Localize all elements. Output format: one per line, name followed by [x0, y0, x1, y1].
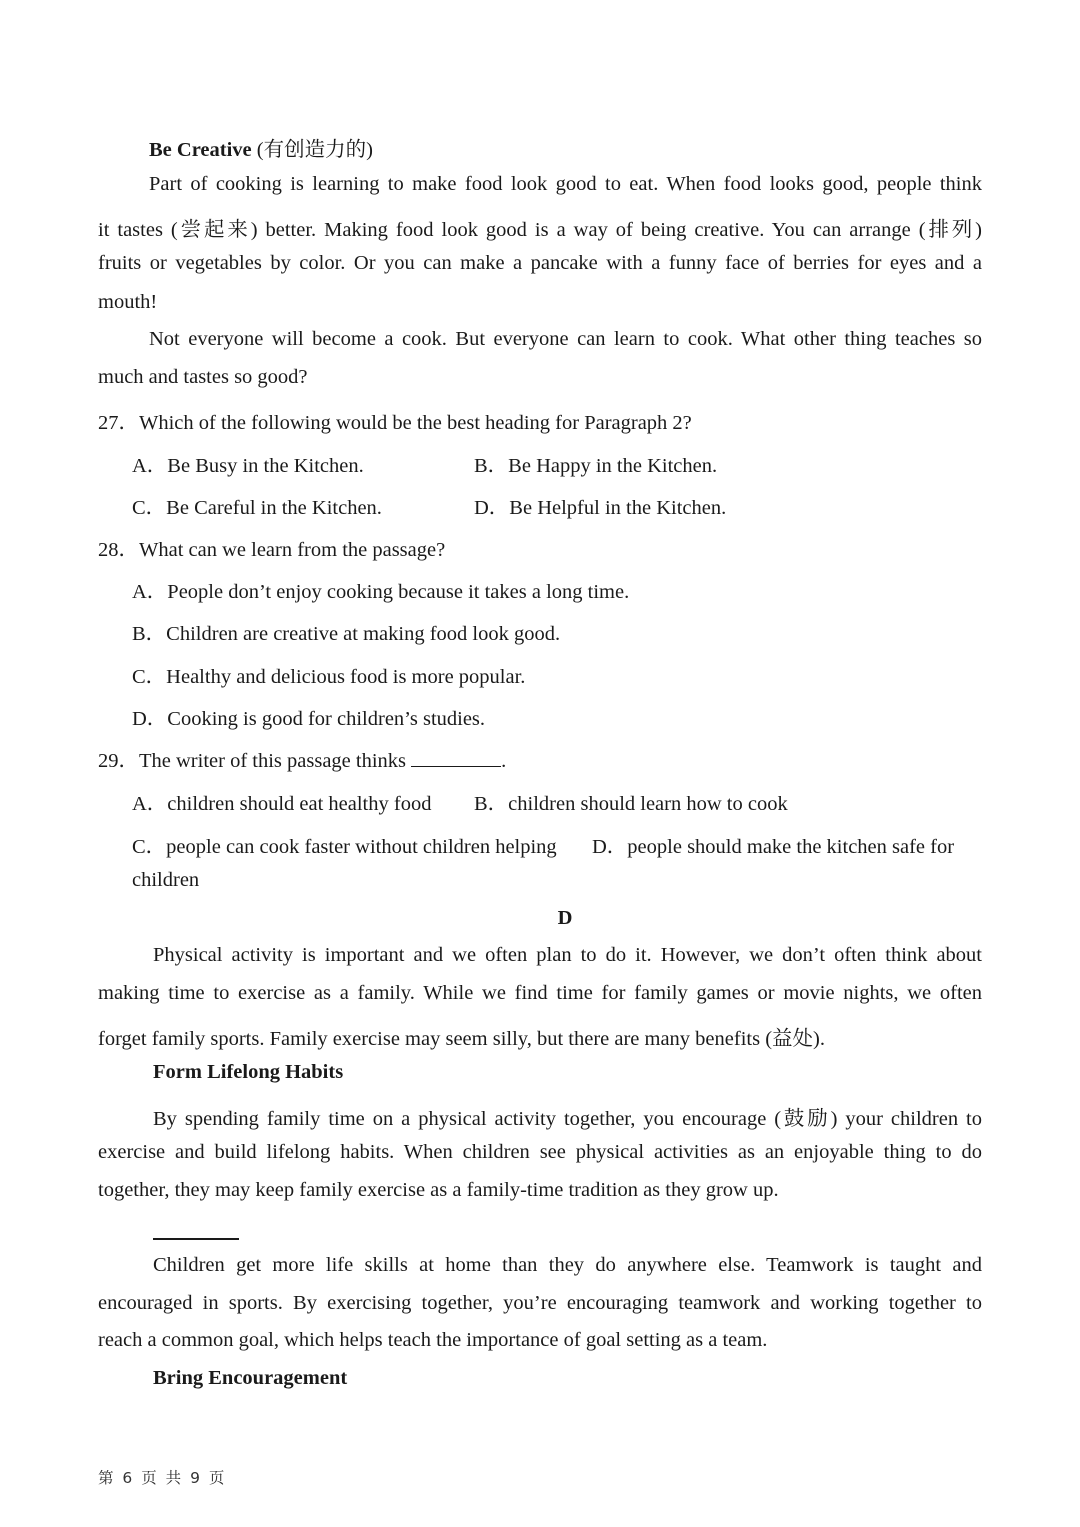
heading-text: Be Creative	[149, 139, 252, 161]
paragraph-line: exercise and build lifelong habits. When children see physical activities as an enjoyable thing to do	[98, 1141, 982, 1163]
section-heading-form-lifelong-habits: Form Lifelong Habits	[153, 1061, 344, 1083]
paragraph-line: together, they may keep family exercise as a family-time tradition as they grow up.	[98, 1179, 779, 1201]
q28-option-b[interactable]: B．Children are creative at making food look good.	[132, 623, 561, 645]
section-heading-be-creative	[149, 132, 373, 162]
section-d-label: D	[557, 907, 573, 929]
paragraph-line: forget family sports. Family exercise may seem silly, but there are many benefits (益处).	[98, 1028, 825, 1050]
paragraph-line: By spending family time on a physical activity together, you encourage (鼓励) your children to	[153, 1108, 982, 1130]
question-29-stem	[98, 743, 506, 773]
section-heading-bring-encouragement: Bring Encouragement	[153, 1367, 348, 1389]
q28-option-c[interactable]: C．Healthy and delicious food is more popular.	[132, 666, 526, 688]
answer-blank	[411, 750, 501, 767]
paragraph-line: making time to exercise as a family. While we find time for family games or movie nights, we often	[98, 982, 982, 1004]
q29-option-d-continued: children	[132, 869, 200, 891]
paragraph-line: Not everyone will become a cook. But everyone can learn to cook. What other thing teaches so	[149, 328, 982, 350]
q27-option-b[interactable]: B．Be Happy in the Kitchen.	[474, 455, 718, 477]
q29-option-a[interactable]: A．children should eat healthy food	[132, 793, 432, 815]
q29-stem-end: .	[501, 750, 507, 772]
paragraph-line: reach a common goal, which helps teach the importance of goal setting as a team.	[98, 1329, 768, 1351]
question-27-stem: 27．Which of the following would be the best heading for Paragraph 2?	[98, 412, 692, 434]
q28-option-a[interactable]: A．People don’t enjoy cooking because it takes a long time.	[132, 581, 630, 603]
paragraph-line: fruits or vegetables by color. Or you can make a pancake with a funny face of berries for eyes and a	[98, 252, 982, 274]
q29-stem-text: 29．The writer of this passage thinks	[98, 750, 412, 772]
q27-option-a[interactable]: A．Be Busy in the Kitchen.	[132, 455, 364, 477]
q28-option-d[interactable]: D．Cooking is good for children’s studies.	[132, 708, 486, 730]
q27-option-c[interactable]: C．Be Careful in the Kitchen.	[132, 497, 382, 519]
q27-option-d[interactable]: D．Be Helpful in the Kitchen.	[474, 497, 727, 519]
q29-option-b[interactable]: B．children should learn how to cook	[474, 793, 788, 815]
paragraph-line: much and tastes so good?	[98, 366, 308, 388]
paragraph-line: Part of cooking is learning to make food look good to eat. When food looks good, people think	[149, 173, 982, 195]
q29-option-c[interactable]: C．people can cook faster without children helping	[132, 836, 557, 858]
paragraph-line: Physical activity is important and we often plan to do it. However, we don’t often think about	[153, 944, 982, 966]
paragraph-line: mouth!	[98, 291, 158, 313]
paragraph-line: Children get more life skills at home than they do anywhere else. Teamwork is taught and	[153, 1254, 982, 1276]
paragraph-line: it tastes (尝起来) better. Making food look good is a way of being creative. You can arrange (排列)	[98, 219, 982, 241]
missing-heading-blank	[153, 1238, 239, 1240]
question-28-stem: 28．What can we learn from the passage?	[98, 539, 446, 561]
page-footer: 第 6 页 共 9 页	[98, 1469, 227, 1487]
q29-option-d[interactable]: D．people should make the kitchen safe for	[592, 836, 955, 858]
paragraph-line: encouraged in sports. By exercising together, you’re encouraging teamwork and working together to	[98, 1292, 982, 1314]
heading-note: (有创造力的)	[251, 139, 373, 161]
